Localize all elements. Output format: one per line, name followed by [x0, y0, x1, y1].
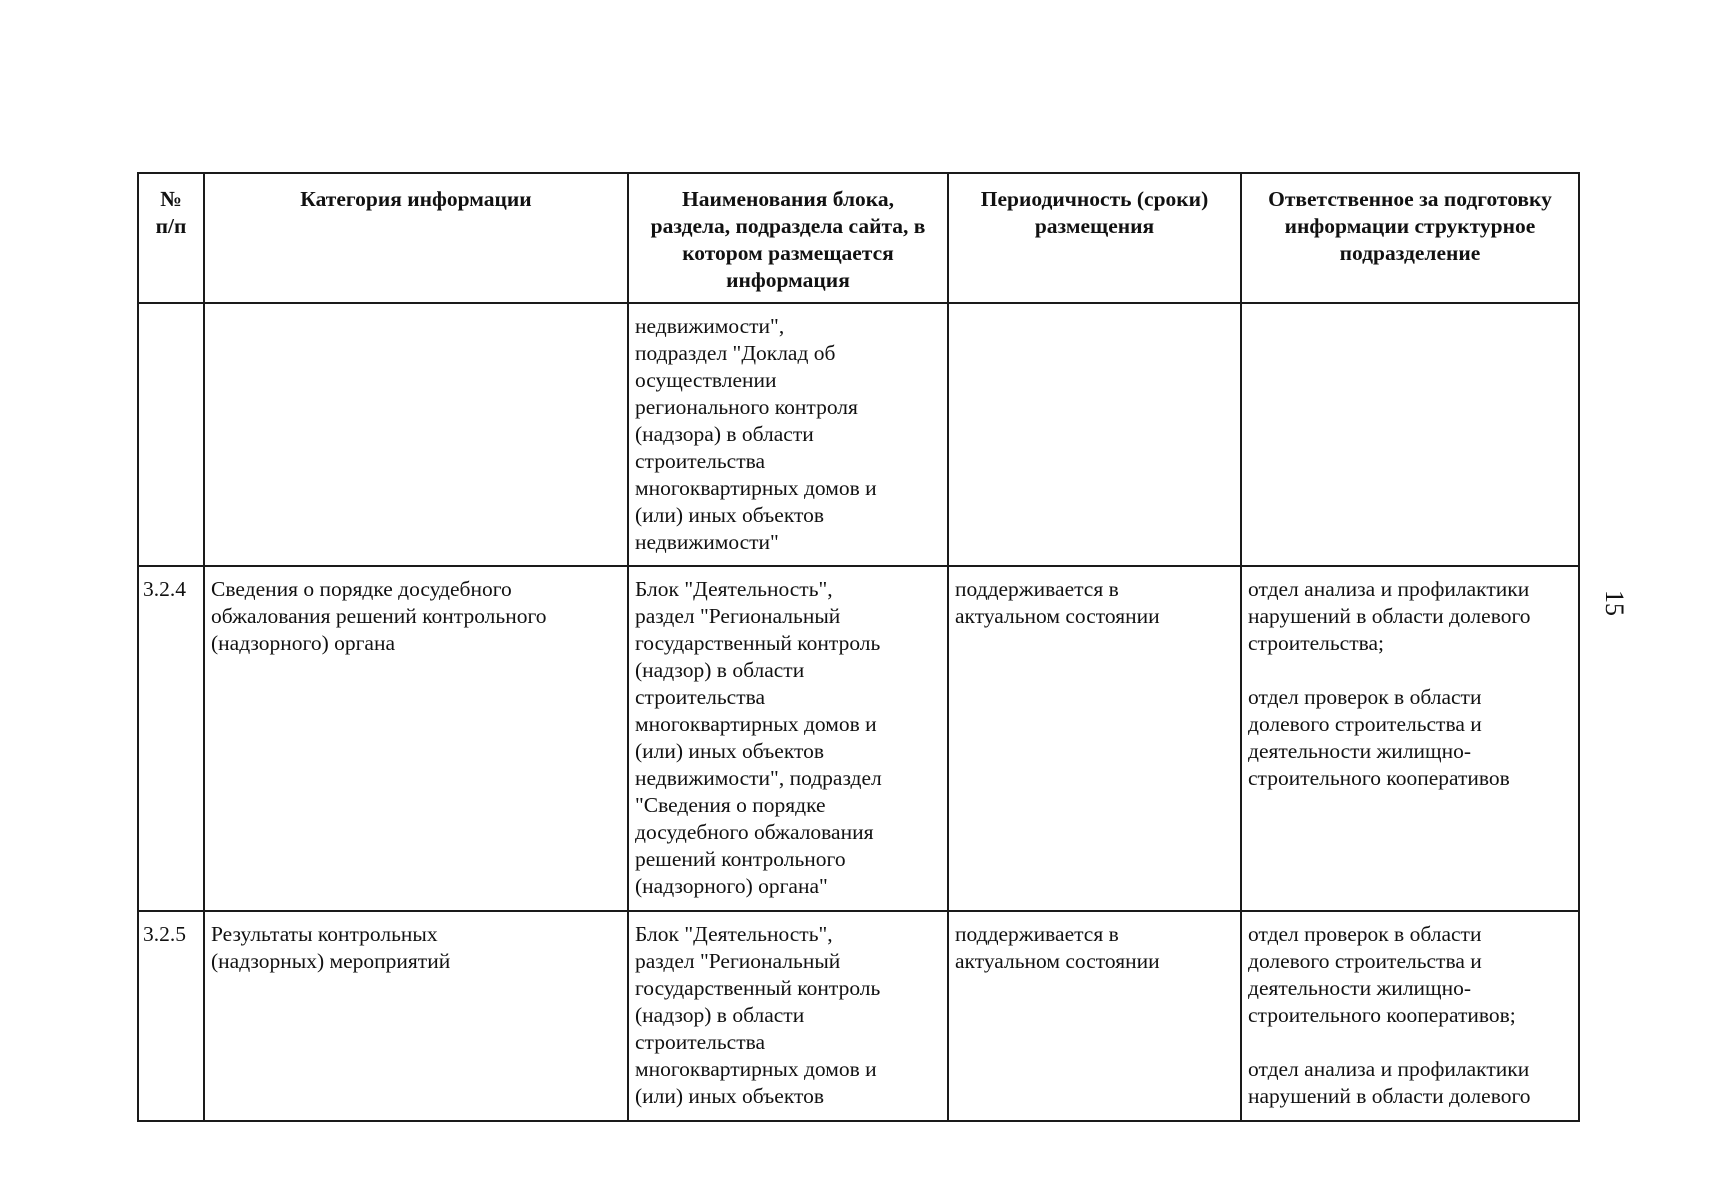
table-row	[138, 303, 1579, 566]
row-responsible-cell: отдел проверок в области долевого строительства и деятельности жилищно- строительного кооперативов; отдел анализа и профилактики нарушений в области долевого	[1241, 911, 1579, 1121]
header-category: Категория информации	[204, 173, 628, 303]
page-number: 15	[1600, 590, 1629, 616]
header-period: Периодичность (сроки) размещения	[948, 173, 1241, 303]
paragraph-gap	[1248, 1029, 1573, 1056]
row-responsible-cell	[1241, 303, 1579, 566]
row-category-cell	[204, 303, 628, 566]
table-row	[138, 566, 1579, 911]
row-block-cell: Блок "Деятельность", раздел "Региональный государственный контроль (надзор) в области строительства многоквартирных домов и (или) иных объектов	[628, 911, 948, 1121]
row-num-cell	[138, 303, 204, 566]
information-table	[137, 172, 1580, 1122]
header-num: № п/п	[138, 173, 204, 303]
header-responsible: Ответственное за подготовку информации структурное подразделение	[1241, 173, 1579, 303]
table-header-row	[138, 173, 1579, 303]
row-category-cell: Сведения о порядке досудебного обжалования решений контрольного (надзорного) органа	[204, 566, 628, 911]
row-period-cell: поддерживается в актуальном состоянии	[948, 566, 1241, 911]
row-period-cell	[948, 303, 1241, 566]
row-responsible-cell: отдел анализа и профилактики нарушений в области долевого строительства; отдел проверок в области долевого строительства и деятельности жилищно- строительного кооперативов	[1241, 566, 1579, 911]
row-category-cell: Результаты контрольных (надзорных) мероприятий	[204, 911, 628, 1121]
row-period-cell: поддерживается в актуальном состоянии	[948, 911, 1241, 1121]
row-block-cell: Блок "Деятельность", раздел "Региональный государственный контроль (надзор) в области строительства многоквартирных домов и (или) иных объектов недвижимости", подраздел "Сведения о порядке досудебного обжалования решений контрольного (надзорного) органа"	[628, 566, 948, 911]
row-num-cell: 3.2.4	[138, 566, 204, 911]
row-block-cell: недвижимости", подраздел "Доклад об осуществлении регионального контроля (надзора) в области строительства многоквартирных домов и (или) иных объектов недвижимости"	[628, 303, 948, 566]
header-block: Наименования блока, раздела, подраздела сайта, в котором размещается информация	[628, 173, 948, 303]
row-num-cell: 3.2.5	[138, 911, 204, 1121]
table-row	[138, 911, 1579, 1121]
paragraph-gap	[1248, 657, 1573, 684]
